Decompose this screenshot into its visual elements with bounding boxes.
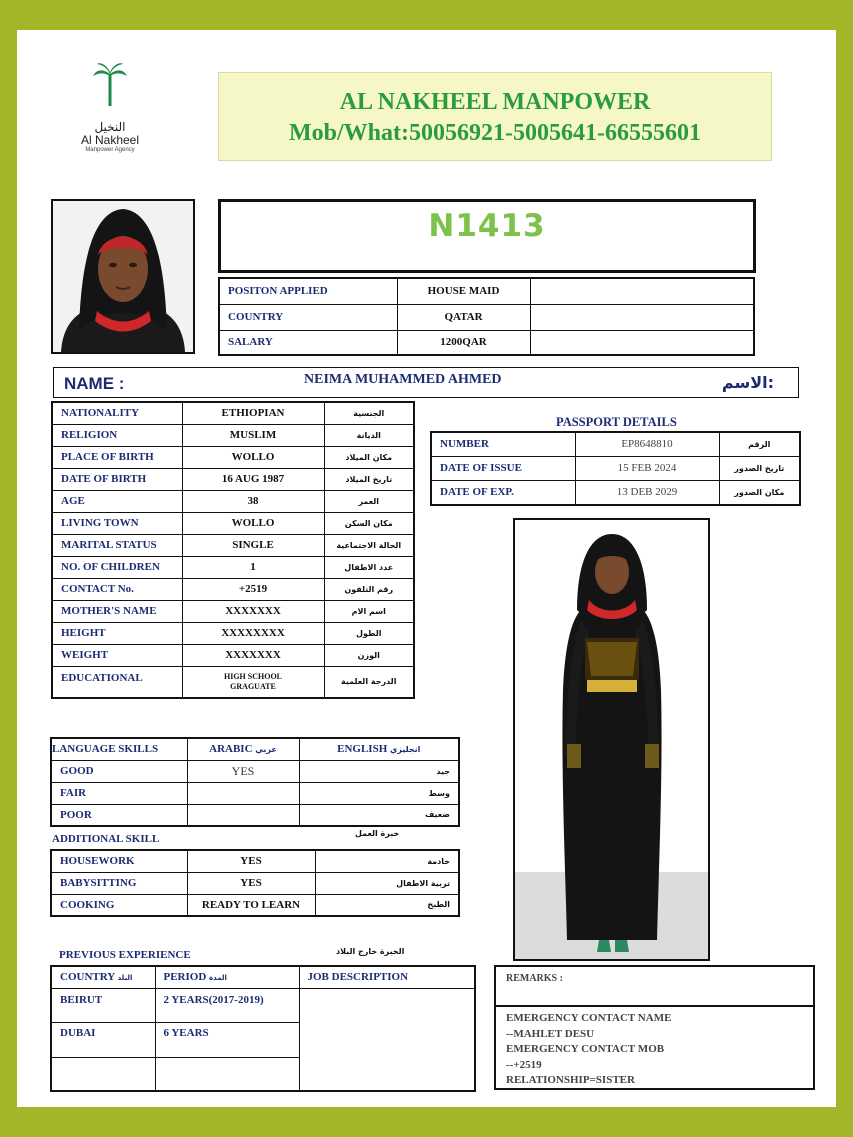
field-value: +2519 bbox=[182, 578, 324, 600]
table-row bbox=[52, 490, 414, 512]
table-row bbox=[52, 556, 414, 578]
english-level-cell bbox=[299, 782, 459, 804]
country-value: QATAR bbox=[397, 304, 530, 330]
field-arabic: تاريخ الميلاد bbox=[324, 468, 414, 490]
empty-cell bbox=[530, 304, 754, 330]
table-row bbox=[52, 622, 414, 644]
table-row bbox=[52, 644, 414, 666]
experience-arabic-title: الخبرة خارج البلاد bbox=[336, 947, 405, 956]
arabic-level: YES bbox=[187, 760, 299, 782]
table-row bbox=[51, 894, 459, 916]
position-table bbox=[218, 277, 755, 356]
level-label: POOR bbox=[51, 804, 187, 826]
candidate-name: NEIMA MUHAMMED AHMED bbox=[304, 372, 502, 387]
skill-arabic: تربية الاطفال bbox=[315, 872, 459, 894]
field-label: MOTHER'S NAME bbox=[52, 600, 182, 622]
experience-period bbox=[155, 1057, 299, 1091]
field-label: NATIONALITY bbox=[52, 402, 182, 424]
table-row bbox=[51, 738, 459, 760]
header-banner bbox=[218, 72, 772, 161]
level-arabic: ضعيف bbox=[424, 810, 450, 820]
table-row bbox=[51, 966, 475, 988]
field-value: WOLLO bbox=[182, 512, 324, 534]
field-value: XXXXXXX bbox=[182, 644, 324, 666]
table-row bbox=[51, 804, 459, 826]
passport-label: DATE OF ISSUE bbox=[431, 456, 575, 480]
logo-name: Al Nakheel bbox=[80, 133, 140, 147]
remarks-line: --MAHLET DESU bbox=[506, 1027, 595, 1040]
experience-table bbox=[50, 965, 476, 1092]
field-label: NO. OF CHILDREN bbox=[52, 556, 182, 578]
passport-arabic: الرقم bbox=[719, 432, 800, 456]
field-value: 38 bbox=[182, 490, 324, 512]
experience-period: 2 YEARS(2017-2019) bbox=[155, 988, 299, 1022]
emergency-contact bbox=[496, 1007, 813, 1093]
position-value: HOUSE MAID bbox=[397, 278, 530, 304]
company-title: AL NAKHEEL MANPOWER bbox=[339, 89, 651, 115]
table-row bbox=[219, 330, 754, 355]
field-arabic: الجنسية bbox=[324, 402, 414, 424]
field-value: SINGLE bbox=[182, 534, 324, 556]
passport-arabic: مكان الصدور bbox=[719, 480, 800, 505]
remarks-line: EMERGENCY CONTACT MOB bbox=[506, 1043, 665, 1055]
skill-arabic: خادمة bbox=[315, 850, 459, 872]
field-value: WOLLO bbox=[182, 446, 324, 468]
position-label: POSITON APPLIED bbox=[219, 278, 397, 304]
empty-cell bbox=[530, 330, 754, 355]
field-label: MARITAL STATUS bbox=[52, 534, 182, 556]
remarks-box bbox=[494, 965, 815, 1090]
experience-country: DUBAI bbox=[51, 1022, 155, 1057]
table-row bbox=[52, 402, 414, 424]
table-row bbox=[431, 456, 800, 480]
remarks-line: --+2519 bbox=[506, 1058, 542, 1071]
passport-label: NUMBER bbox=[431, 432, 575, 456]
arabic-level bbox=[187, 804, 299, 826]
table-row bbox=[219, 304, 754, 330]
experience-country bbox=[51, 1057, 155, 1091]
passport-arabic: تاريخ الصدور bbox=[719, 456, 800, 480]
field-value: XXXXXXX bbox=[182, 600, 324, 622]
company-contact: Mob/What:50056921-5005641-66555601 bbox=[289, 120, 701, 146]
country-column-header bbox=[51, 966, 155, 988]
table-row bbox=[52, 534, 414, 556]
field-arabic: الدرجة العلمية bbox=[324, 666, 414, 698]
skill-value: YES bbox=[187, 850, 315, 872]
field-label: PLACE OF BIRTH bbox=[52, 446, 182, 468]
job-column-header: JOB DESCRIPTION bbox=[299, 966, 475, 988]
skill-value: READY TO LEARN bbox=[187, 894, 315, 916]
field-label: WEIGHT bbox=[52, 644, 182, 666]
company-logo bbox=[50, 60, 170, 170]
field-arabic: الحالة الاجتماعية bbox=[324, 534, 414, 556]
field-value: HIGH SCHOOL GRAGUATE bbox=[182, 666, 324, 698]
field-value: 1 bbox=[182, 556, 324, 578]
reference-code: N1413 bbox=[218, 199, 756, 273]
skill-value: YES bbox=[187, 872, 315, 894]
experience-country: BEIRUT bbox=[51, 988, 155, 1022]
arabic-column-header bbox=[187, 738, 299, 760]
full-body-photo bbox=[513, 518, 710, 961]
remarks-line: EMERGENCY CONTACT NAME bbox=[506, 1012, 672, 1024]
arabic-ar-label: عربي bbox=[255, 745, 277, 755]
name-arabic-label: الاسم: bbox=[721, 373, 774, 392]
table-row bbox=[52, 468, 414, 490]
english-level-cell bbox=[299, 804, 459, 826]
arabic-label: ARABIC bbox=[209, 743, 253, 756]
language-table bbox=[50, 737, 460, 827]
additional-skill-arabic: خبرة العمل bbox=[355, 829, 400, 838]
level-arabic: جيد bbox=[436, 766, 450, 776]
passport-value: 13 DEB 2029 bbox=[575, 480, 719, 505]
personal-table bbox=[51, 401, 415, 699]
table-row bbox=[431, 480, 800, 505]
arabic-level bbox=[187, 782, 299, 804]
field-value: XXXXXXXX bbox=[182, 622, 324, 644]
field-label: AGE bbox=[52, 490, 182, 512]
passport-label: DATE OF EXP. bbox=[431, 480, 575, 505]
field-arabic: العمر bbox=[324, 490, 414, 512]
skill-label: BABYSITTING bbox=[51, 872, 187, 894]
field-arabic: مكان الميلاد bbox=[324, 446, 414, 468]
field-arabic: الديانة bbox=[324, 424, 414, 446]
table-row bbox=[51, 988, 475, 1022]
table-row bbox=[51, 850, 459, 872]
country-header-label: COUNTRY bbox=[60, 971, 115, 984]
language-header: LANGUAGE SKILLS bbox=[51, 738, 187, 760]
field-arabic: الوزن bbox=[324, 644, 414, 666]
additional-skill-table bbox=[50, 849, 460, 917]
additional-skill-title: ADDITIONAL SKILL bbox=[52, 833, 160, 845]
table-row bbox=[51, 872, 459, 894]
level-label: GOOD bbox=[51, 760, 187, 782]
remarks-label: REMARKS : bbox=[496, 967, 813, 1007]
table-row bbox=[52, 424, 414, 446]
field-label: LIVING TOWN bbox=[52, 512, 182, 534]
english-column-header bbox=[299, 738, 459, 760]
empty-cell bbox=[530, 278, 754, 304]
name-bar bbox=[53, 367, 799, 398]
period-header-arabic: المدة bbox=[209, 974, 227, 983]
english-label: ENGLISH bbox=[337, 743, 388, 756]
salary-value: 1200QAR bbox=[397, 330, 530, 355]
passport-value: EP8648810 bbox=[575, 432, 719, 456]
field-arabic: مكان السكن bbox=[324, 512, 414, 534]
passport-title: PASSPORT DETAILS bbox=[556, 415, 677, 429]
english-ar-label: انجليزي bbox=[390, 745, 421, 755]
skill-arabic: الطبخ bbox=[315, 894, 459, 916]
field-label: HEIGHT bbox=[52, 622, 182, 644]
country-label: COUNTRY bbox=[219, 304, 397, 330]
field-arabic: رقم التلفون bbox=[324, 578, 414, 600]
skill-label: COOKING bbox=[51, 894, 187, 916]
table-row bbox=[51, 782, 459, 804]
field-label: DATE OF BIRTH bbox=[52, 468, 182, 490]
table-row bbox=[52, 578, 414, 600]
passport-value: 15 FEB 2024 bbox=[575, 456, 719, 480]
table-row bbox=[52, 512, 414, 534]
remarks-line: RELATIONSHIP=SISTER bbox=[506, 1074, 635, 1086]
logo-subtitle: Manpower Agency bbox=[85, 147, 135, 153]
table-row bbox=[52, 666, 414, 698]
passport-table bbox=[430, 431, 801, 506]
field-label: EDUCATIONAL bbox=[52, 666, 182, 698]
table-row bbox=[51, 760, 459, 782]
level-arabic: وسط bbox=[428, 788, 450, 798]
table-row bbox=[219, 278, 754, 304]
period-column-header bbox=[155, 966, 299, 988]
experience-title: PREVIOUS EXPERIENCE bbox=[59, 949, 191, 961]
field-value: ETHIOPIAN bbox=[182, 402, 324, 424]
palm-logo-icon bbox=[50, 60, 170, 120]
country-header-arabic: البلد bbox=[117, 974, 133, 983]
field-value: 16 AUG 1987 bbox=[182, 468, 324, 490]
skill-label: HOUSEWORK bbox=[51, 850, 187, 872]
field-arabic: اسم الام bbox=[324, 600, 414, 622]
logo-arabic: النخيل bbox=[94, 120, 126, 134]
level-label: FAIR bbox=[51, 782, 187, 804]
period-header-label: PERIOD bbox=[163, 971, 207, 984]
table-row bbox=[431, 432, 800, 456]
field-arabic: الطول bbox=[324, 622, 414, 644]
table-row bbox=[52, 446, 414, 468]
job-description bbox=[299, 988, 475, 1091]
field-arabic: عدد الاطفال bbox=[324, 556, 414, 578]
portrait-photo bbox=[51, 199, 195, 354]
table-row bbox=[52, 600, 414, 622]
english-level-cell bbox=[299, 760, 459, 782]
name-label: NAME : bbox=[64, 374, 125, 393]
field-label: RELIGION bbox=[52, 424, 182, 446]
experience-period: 6 YEARS bbox=[155, 1022, 299, 1057]
salary-label: SALARY bbox=[219, 330, 397, 355]
field-value: MUSLIM bbox=[182, 424, 324, 446]
field-label: CONTACT No. bbox=[52, 578, 182, 600]
